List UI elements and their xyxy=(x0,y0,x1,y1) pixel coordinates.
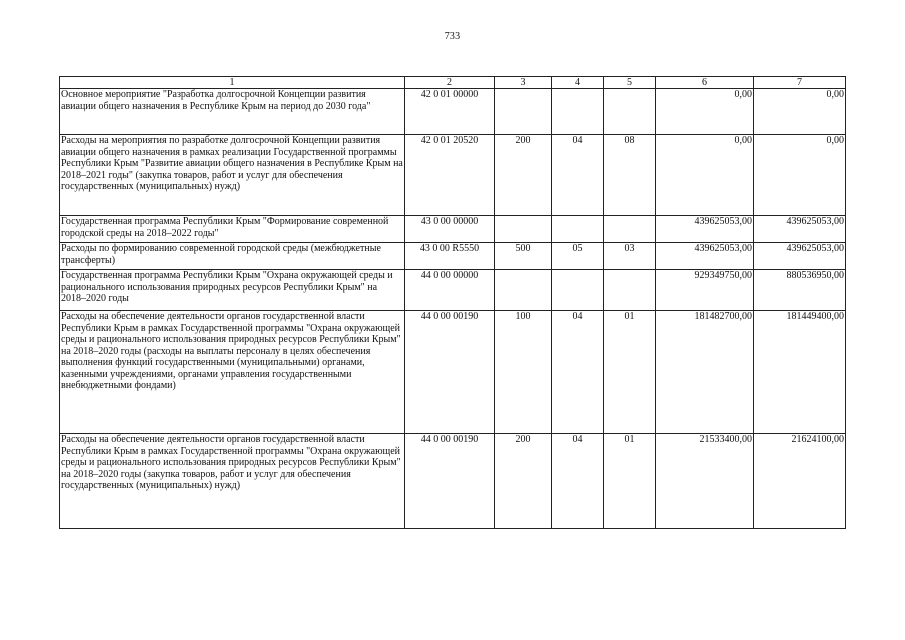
amount-col-7: 0,00 xyxy=(754,89,846,135)
row-name: Основное мероприятие "Разработка долгосрочной Концепции развития авиации общего назначения в Республике Крым на период до 2030 года" xyxy=(60,89,405,135)
amount-col-6: 0,00 xyxy=(656,135,754,216)
row-name: Государственная программа Республики Крым "Формирование современной городской среды на 2018–2022 годы" xyxy=(60,216,405,243)
header-row xyxy=(60,77,846,89)
section-code: 04 xyxy=(552,434,604,529)
section-code: 04 xyxy=(552,311,604,434)
subsection-code xyxy=(604,216,656,243)
amount-col-7: 21624100,00 xyxy=(754,434,846,529)
table-row xyxy=(60,270,846,311)
target-code: 43 0 00 00000 xyxy=(405,216,495,243)
table-row xyxy=(60,243,846,270)
table-row xyxy=(60,311,846,434)
table-row xyxy=(60,434,846,529)
target-code: 43 0 00 R5550 xyxy=(405,243,495,270)
row-name: Расходы по формированию современной городской среды (межбюджетные трансферты) xyxy=(60,243,405,270)
amount-col-7: 880536950,00 xyxy=(754,270,846,311)
expense-type: 200 xyxy=(495,135,552,216)
header-col-1: 1 xyxy=(60,77,405,89)
section-code: 04 xyxy=(552,135,604,216)
amount-col-6: 439625053,00 xyxy=(656,216,754,243)
expense-type: 500 xyxy=(495,243,552,270)
subsection-code xyxy=(604,89,656,135)
target-code: 44 0 00 00000 xyxy=(405,270,495,311)
header-col-4: 4 xyxy=(552,77,604,89)
amount-col-6: 0,00 xyxy=(656,89,754,135)
subsection-code: 01 xyxy=(604,434,656,529)
table-row xyxy=(60,89,846,135)
section-code xyxy=(552,216,604,243)
subsection-code: 08 xyxy=(604,135,656,216)
header-col-6: 6 xyxy=(656,77,754,89)
header-col-7: 7 xyxy=(754,77,846,89)
target-code: 42 0 01 20520 xyxy=(405,135,495,216)
subsection-code: 03 xyxy=(604,243,656,270)
amount-col-6: 181482700,00 xyxy=(656,311,754,434)
amount-col-6: 929349750,00 xyxy=(656,270,754,311)
amount-col-7: 181449400,00 xyxy=(754,311,846,434)
expense-type: 100 xyxy=(495,311,552,434)
expense-type xyxy=(495,89,552,135)
header-col-5: 5 xyxy=(604,77,656,89)
section-code: 05 xyxy=(552,243,604,270)
table-row xyxy=(60,135,846,216)
header-col-3: 3 xyxy=(495,77,552,89)
amount-col-6: 439625053,00 xyxy=(656,243,754,270)
amount-col-6: 21533400,00 xyxy=(656,434,754,529)
expense-type xyxy=(495,270,552,311)
row-name: Расходы на обеспечение деятельности органов государственной власти Республики Крым в рамках Государственной программы "Охрана окружающей среды и рационального использования природных ресурсов Республики Крым" на 2018–2020 годы (закупка товаров, работ и услуг для обеспечения государственных (муниципальных) нужд) xyxy=(60,434,405,529)
amount-col-7: 0,00 xyxy=(754,135,846,216)
subsection-code xyxy=(604,270,656,311)
header-col-2: 2 xyxy=(405,77,495,89)
budget-table xyxy=(59,76,846,529)
amount-col-7: 439625053,00 xyxy=(754,243,846,270)
table-row xyxy=(60,216,846,243)
section-code xyxy=(552,270,604,311)
row-name: Государственная программа Республики Крым "Охрана окружающей среды и рационального использования природных ресурсов Республики Крым" на 2018–2020 годы xyxy=(60,270,405,311)
amount-col-7: 439625053,00 xyxy=(754,216,846,243)
row-name: Расходы на мероприятия по разработке долгосрочной Концепции развития авиации общего назначения в рамках реализации Государственной программы Республики Крым "Развитие авиации общего назначения в Республике Крым на 2018–2021 годы" (закупка товаров, работ и услуг для обеспечения государственных (муниципальных) нужд) xyxy=(60,135,405,216)
expense-type: 200 xyxy=(495,434,552,529)
target-code: 44 0 00 00190 xyxy=(405,311,495,434)
expense-type xyxy=(495,216,552,243)
section-code xyxy=(552,89,604,135)
row-name: Расходы на обеспечение деятельности органов государственной власти Республики Крым в рамках Государственной программы "Охрана окружающей среды и рационального использования природных ресурсов Республики Крым" на 2018–2020 годы (расходы на выплаты персоналу в целях обеспечения выполнения функций государственными (муниципальными) органами, казенными учреждениями, органами управления государственными внебюджетными фондами) xyxy=(60,311,405,434)
target-code: 44 0 00 00190 xyxy=(405,434,495,529)
subsection-code: 01 xyxy=(604,311,656,434)
page-number: 733 xyxy=(444,31,461,42)
target-code: 42 0 01 00000 xyxy=(405,89,495,135)
